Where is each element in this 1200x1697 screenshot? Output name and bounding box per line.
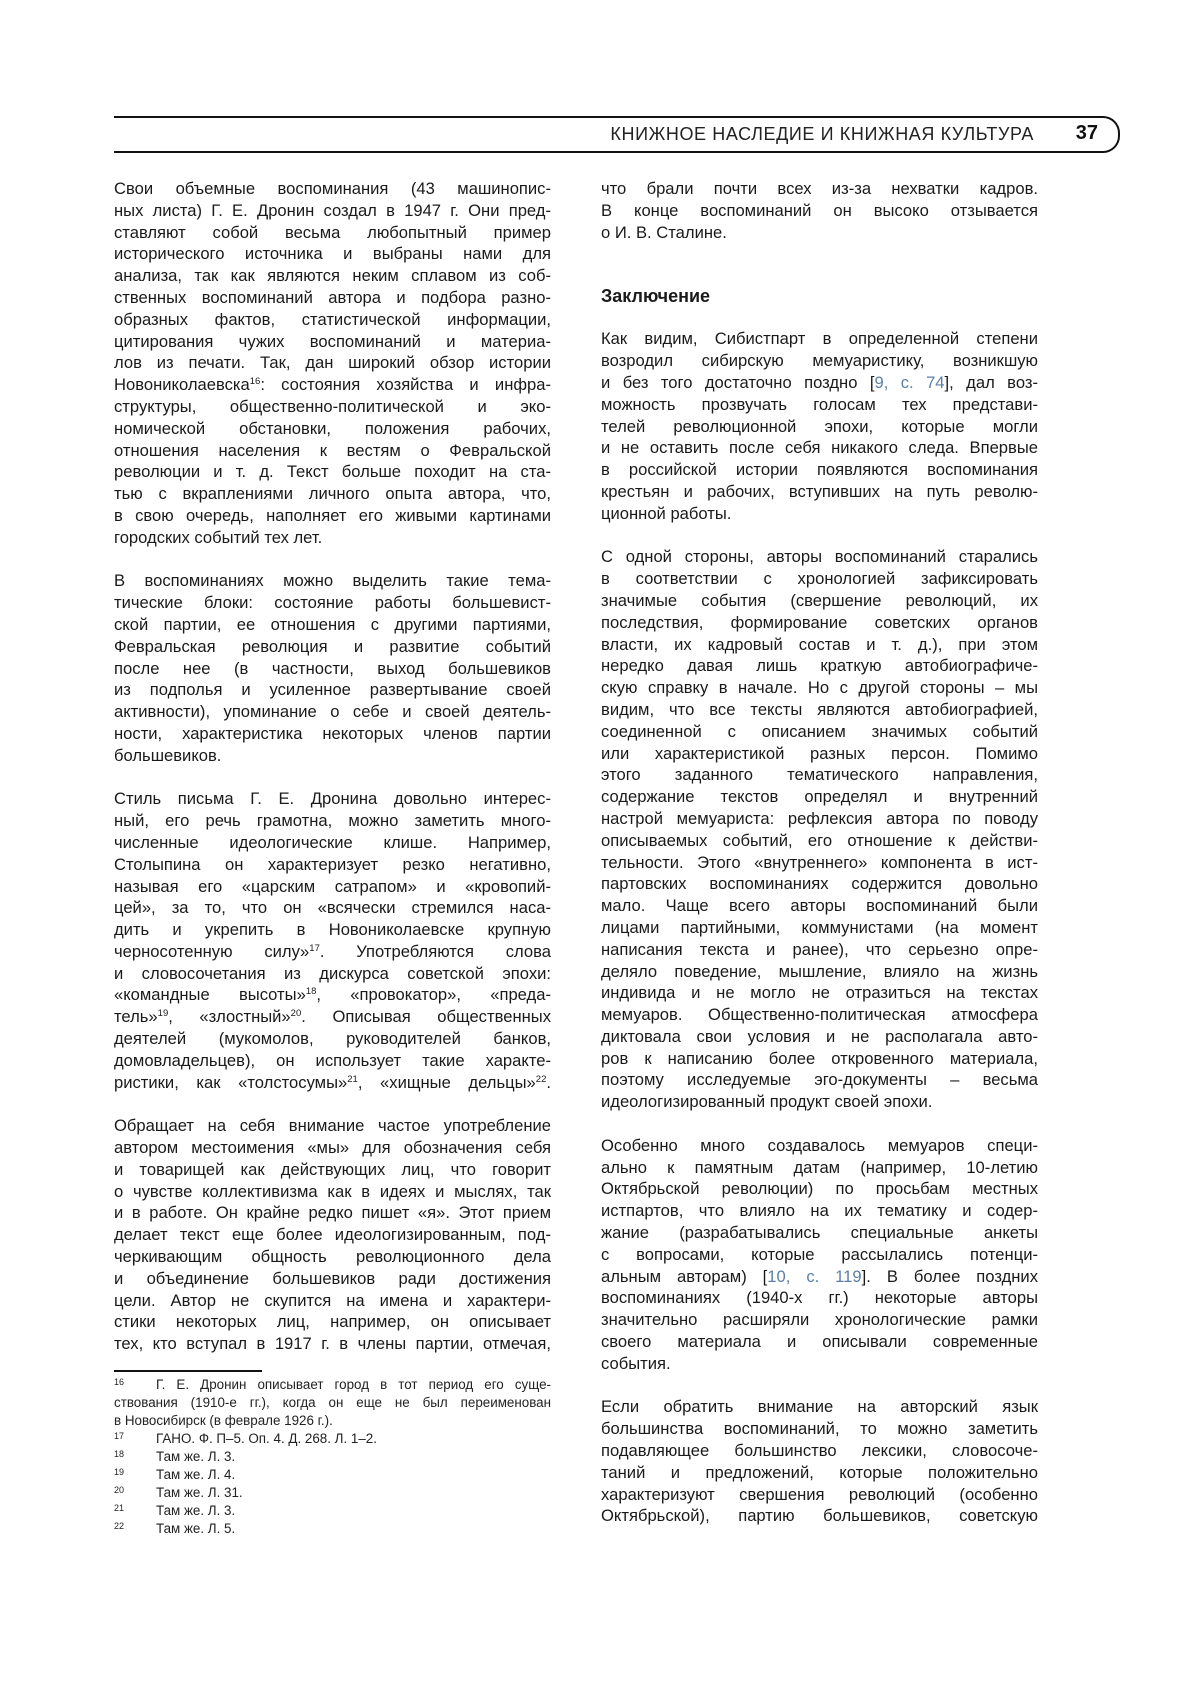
paragraph (601, 328, 1038, 524)
text-segment: делает текст еще более идеологизированным, под- (114, 1225, 551, 1244)
text-line (114, 374, 551, 396)
text-segment: лицами партийными, коммунистами (на момент (601, 918, 1038, 937)
text-line (601, 1462, 1038, 1484)
text-segment: В конце воспоминаний он высоко отзывается (601, 201, 1038, 220)
footnote-marker[interactable]: 21 (347, 1074, 358, 1085)
text-segment: Особенно много создавалось мемуаров специ- (601, 1136, 1038, 1155)
text-segment: скую справку в начале. Но с другой стороны – мы (601, 678, 1038, 697)
text-segment: отношения населения к вестям о Февральской (114, 441, 551, 460)
text-segment: Обращает на себя внимание частое употребление (114, 1116, 551, 1135)
text-segment: этого заданного тематического направления, (601, 765, 1038, 784)
left-column (114, 178, 551, 1377)
text-line (114, 1246, 551, 1268)
text-line (114, 1072, 551, 1094)
text-line (114, 243, 551, 265)
text-segment: Октябрьской революции) по просьбам местных (601, 1179, 1038, 1198)
text-segment: большинства воспоминаний, то можно заметить (601, 1419, 1038, 1438)
text-segment: после нее (в частности, выход большевиков (114, 659, 551, 678)
text-line (601, 481, 1038, 503)
text-line (114, 222, 551, 244)
text-line (114, 570, 551, 592)
text-line (114, 483, 551, 505)
text-segment: активности), упоминание о себе и своей деятель- (114, 702, 551, 721)
text-segment: деятелей (мукомолов, руководителей банков, (114, 1029, 551, 1048)
text-segment: лов из печати. Так, дан широкий обзор истории (114, 353, 551, 372)
text-segment: содержание текстов определял и внутренний (601, 787, 1038, 806)
text-segment: В воспоминаниях можно выделить такие тема- (114, 571, 551, 590)
text-line (601, 1069, 1038, 1091)
text-line (114, 941, 551, 963)
text-line (601, 1048, 1038, 1070)
text-line (601, 1091, 1038, 1113)
text-line (601, 1200, 1038, 1222)
text-line (114, 745, 551, 767)
text-line (601, 1396, 1038, 1418)
text-line (601, 808, 1038, 830)
paragraph (114, 1115, 551, 1355)
text-segment: тические блоки: состояние работы большевист- (114, 593, 551, 612)
text-line (114, 309, 551, 331)
text-segment: тью с вкраплениями личного опыта автора, что, (114, 484, 551, 503)
paragraph (114, 788, 551, 1093)
text-line (601, 394, 1038, 416)
footnote-line: 22 Там же. Л. 5. (114, 1520, 551, 1538)
text-line (114, 832, 551, 854)
footnote-line: 16 Г. Е. Дронин описывает город в тот период его суще- (114, 1376, 551, 1394)
text-segment: о И. В. Сталине. (601, 223, 727, 242)
text-line (601, 1418, 1038, 1440)
text-segment: можность прозвучать голосам тех представи- (601, 395, 1038, 414)
text-line (114, 1050, 551, 1072)
text-segment: в свою очередь, наполняет его живыми картинами (114, 506, 551, 525)
text-line (601, 1026, 1038, 1048)
text-segment: «командные высоты» (114, 985, 306, 1004)
text-segment: домовладельцев), он использует такие характе- (114, 1051, 551, 1070)
text-line (601, 786, 1038, 808)
text-segment: , «злостный» (168, 1007, 290, 1026)
text-segment: диктовала свои условия и не располагала авто- (601, 1027, 1038, 1046)
text-line (601, 721, 1038, 743)
text-line (114, 527, 551, 549)
text-line (601, 372, 1038, 394)
text-segment: телей революционной эпохи, которые могли (601, 417, 1038, 436)
text-segment: ], дал воз- (945, 373, 1038, 392)
text-segment: большевиков. (114, 746, 221, 765)
text-line (114, 810, 551, 832)
paragraph (601, 1135, 1038, 1375)
text-segment: тель» (114, 1007, 158, 1026)
text-line (601, 1266, 1038, 1288)
text-segment: и словосочетания из дискурса советской эпохи: (114, 964, 551, 983)
text-line (114, 352, 551, 374)
text-segment: о чувстве коллективизма как в идеях и мыслях, так (114, 1182, 551, 1201)
text-segment: . (546, 1073, 551, 1092)
text-line (601, 982, 1038, 1004)
text-segment: тельности. Этого «внутреннего» компонента в ист- (601, 853, 1038, 872)
right-column (601, 178, 1038, 1549)
text-segment: образных фактов, статистической информации, (114, 310, 551, 329)
journal-section-title: КНИЖНОЕ НАСЛЕДИЕ И КНИЖНАЯ КУЛЬТУРА (610, 124, 1034, 145)
text-line (601, 743, 1038, 765)
footnote-line: 21 Там же. Л. 3. (114, 1502, 551, 1520)
text-line (114, 854, 551, 876)
text-line (601, 350, 1038, 372)
text-line (601, 503, 1038, 525)
text-segment: Столыпина он характеризует резко негативно, (114, 855, 551, 874)
footnote-marker[interactable]: 16 (250, 376, 261, 387)
text-segment: черносотенную силу» (114, 942, 309, 961)
footnote-line: 18 Там же. Л. 3. (114, 1448, 551, 1466)
footnote-marker[interactable]: 19 (158, 1008, 169, 1019)
text-line (601, 222, 1038, 244)
text-line (601, 830, 1038, 852)
text-segment: ный, его речь грамотна, можно заметить много- (114, 811, 551, 830)
text-segment: воспоминаниях (1940-х гг.) некоторые авторы (601, 1288, 1038, 1307)
text-segment: цей», за то, что он «всячески стремился наса- (114, 898, 551, 917)
text-line (601, 1505, 1038, 1527)
text-line (601, 852, 1038, 874)
text-segment: идеологизированный продукт своей эпохи. (601, 1092, 932, 1111)
text-segment: описываемых событий, его отношение к действи- (601, 831, 1038, 850)
text-segment: . Описывая общественных (301, 1007, 551, 1026)
text-segment: соединенной с описанием значимых событий (601, 722, 1038, 741)
text-line (114, 396, 551, 418)
text-line (114, 984, 551, 1006)
citation-link[interactable]: 10, с. 119 (767, 1267, 861, 1286)
footnote-marker[interactable]: 18 (306, 986, 317, 997)
text-segment: и не оставить после себя никакого следа. Впервые (601, 438, 1038, 457)
text-segment: черкивающим общность революционного дела (114, 1247, 551, 1266)
text-segment: из подполья и усиленное развертывание своей (114, 680, 551, 699)
text-line (601, 612, 1038, 634)
text-segment: и без того достаточно поздно [ (601, 373, 874, 392)
text-line (601, 546, 1038, 568)
footnote-line (114, 1412, 551, 1430)
text-line (114, 636, 551, 658)
text-segment: стики некоторых лиц, например, он описывает (114, 1312, 551, 1331)
text-segment: истпартов, что влияло на их тематику и содер- (601, 1201, 1038, 1220)
paragraph (601, 1396, 1038, 1527)
text-line (114, 440, 551, 462)
page-number: 37 (1076, 122, 1098, 145)
text-line (114, 1181, 551, 1203)
text-line (601, 895, 1038, 917)
text-segment: автором местоимения «мы» для обозначения себя (114, 1138, 551, 1157)
text-segment: таний и предложений, которые положительно (601, 1463, 1038, 1482)
text-line (114, 963, 551, 985)
text-segment: называя его «царским сатрапом» и «кровопий- (114, 877, 551, 896)
paragraph (601, 546, 1038, 1113)
text-line (114, 178, 551, 200)
text-line (601, 699, 1038, 721)
text-segment: городских событий тех лет. (114, 528, 322, 547)
text-segment: , «провокатор», «преда- (316, 985, 551, 1004)
text-segment: что брали почти всех из-за нехватки кадров. (601, 179, 1038, 198)
text-line (114, 1159, 551, 1181)
text-segment: ционной работы. (601, 504, 731, 523)
text-line (601, 677, 1038, 699)
footnote-divider (114, 1370, 262, 1372)
paragraph (114, 570, 551, 766)
footnote-text: ствования (1910-е гг.), когда он еще не был переименован (114, 1395, 551, 1410)
text-line (114, 418, 551, 440)
text-segment: номической обстановки, положения рабочих, (114, 419, 551, 438)
text-segment: крестьян и рабочих, вступивших на путь револю- (601, 482, 1038, 501)
text-segment: исторического источника и выбраны нами для (114, 244, 551, 263)
text-line (601, 1331, 1038, 1353)
text-line (114, 788, 551, 810)
footnote-line: 20 Там же. Л. 31. (114, 1484, 551, 1502)
text-line (114, 1311, 551, 1333)
text-line (601, 1178, 1038, 1200)
text-line (114, 505, 551, 527)
footnote-text: Там же. Л. 3. (156, 1503, 235, 1518)
text-line (601, 1244, 1038, 1266)
text-line (601, 1353, 1038, 1375)
text-segment: цитирования чужих воспоминаний и материа- (114, 332, 551, 351)
text-line (601, 328, 1038, 350)
text-line (601, 1309, 1038, 1331)
text-segment: видим, что все тексты являются автобиографией, (601, 700, 1038, 719)
section-heading: Заключение (601, 285, 1038, 307)
text-segment: . Употребляются слова (320, 942, 551, 961)
footnote-line: 17 ГАНО. Ф. П–5. Оп. 4. Д. 268. Л. 1–2. (114, 1430, 551, 1448)
text-line (601, 655, 1038, 677)
text-line (114, 1333, 551, 1355)
text-line (114, 331, 551, 353)
text-segment: в соответствии с хронологией зафиксировать (601, 569, 1038, 588)
text-segment: Как видим, Сибистпарт в определенной степени (601, 329, 1038, 348)
text-segment: мемуаров. Общественно-политическая атмосфера (601, 1005, 1038, 1024)
text-segment: Свои объемные воспоминания (43 машинопис- (114, 179, 551, 198)
footnote-marker[interactable]: 17 (309, 943, 320, 954)
text-segment: Февральская революция и развитие событий (114, 637, 551, 656)
text-segment: ]. В более поздних (862, 1267, 1038, 1286)
text-line (601, 1484, 1038, 1506)
text-line (601, 939, 1038, 961)
text-segment: Новониколаевска (114, 375, 250, 394)
text-segment: настрой мемуариста: рефлексия автора по поводу (601, 809, 1038, 828)
text-line (114, 287, 551, 309)
text-segment: ально к памятным датам (например, 10-летию (601, 1158, 1038, 1177)
text-segment: последствия, формирование советских органов (601, 613, 1038, 632)
text-segment: численные идеологические клише. Например, (114, 833, 551, 852)
text-segment: : состояния хозяйства и инфра- (260, 375, 551, 394)
text-segment: ристики, как «толстосумы» (114, 1073, 347, 1092)
footnote-marker[interactable]: 22 (536, 1074, 547, 1085)
text-line (114, 614, 551, 636)
text-line (601, 1157, 1038, 1179)
text-segment: подавляющее большинство лексики, словосоче- (601, 1441, 1038, 1460)
text-line (601, 459, 1038, 481)
text-segment: ных листа) Г. Е. Дронин создал в 1947 г. Они пред- (114, 201, 551, 220)
text-segment: партовских воспоминаниях содержится довольно (601, 874, 1038, 893)
text-segment: или характеристикой разных персон. Помимо (601, 744, 1038, 763)
text-line (114, 701, 551, 723)
footnote-text: Г. Е. Дронин описывает город в тот период его суще- (156, 1377, 551, 1392)
text-line (114, 200, 551, 222)
text-line (601, 764, 1038, 786)
text-line (601, 1440, 1038, 1462)
text-line (114, 1224, 551, 1246)
text-segment: деляло поведение, мышление, влияло на жизнь (601, 962, 1038, 981)
text-line (114, 1006, 551, 1028)
text-segment: нередко давая лишь краткую автобиографиче- (601, 656, 1038, 675)
footnote-line (114, 1394, 551, 1412)
text-segment: Октябрьской), партию большевиков, советскую (601, 1506, 1038, 1525)
text-line (601, 917, 1038, 939)
footnotes (114, 1376, 551, 1538)
text-line (601, 1222, 1038, 1244)
text-line (114, 1290, 551, 1312)
text-segment: события. (601, 1354, 671, 1373)
text-segment: жание (разрабатывались специальные анкеты (601, 1223, 1038, 1242)
text-segment: С одной стороны, авторы воспоминаний старались (601, 547, 1038, 566)
footnote-text: Там же. Л. 4. (156, 1467, 235, 1482)
text-line (114, 265, 551, 287)
text-line (601, 634, 1038, 656)
text-line (114, 1028, 551, 1050)
text-line (114, 1202, 551, 1224)
text-segment: ставляют собой весьма любопытный пример (114, 223, 551, 242)
footnote-line: 19 Там же. Л. 4. (114, 1466, 551, 1484)
text-line (601, 568, 1038, 590)
text-segment: возродил сибирскую мемуаристику, возникшую (601, 351, 1038, 370)
text-segment: цели. Автор не скупится на имена и характери- (114, 1291, 551, 1310)
text-segment: и в работе. Он крайне редко пишет «я». Этот прием (114, 1203, 551, 1222)
paragraph (114, 178, 551, 549)
text-segment: власти, их кадровый состав и т. д.), при этом (601, 635, 1038, 654)
text-segment: структуры, общественно-политической и эко- (114, 397, 551, 416)
footnote-text: Там же. Л. 3. (156, 1449, 235, 1464)
text-line (601, 200, 1038, 222)
text-segment: и товарищей как действующих лиц, что говорит (114, 1160, 551, 1179)
text-line (114, 461, 551, 483)
footnote-text: Там же. Л. 31. (156, 1485, 243, 1500)
text-line (601, 178, 1038, 200)
text-segment: тех, кто вступал в 1917 г. в члены партии, отмечая, (114, 1334, 551, 1353)
text-line (114, 897, 551, 919)
text-segment: в российской истории появляются воспоминания (601, 460, 1038, 479)
text-segment: значимые события (свершение революций, их (601, 591, 1038, 610)
text-line (601, 1004, 1038, 1026)
footnote-marker[interactable]: 20 (291, 1008, 302, 1019)
text-segment: написания текста и ранее), что серьезно опре- (601, 940, 1038, 959)
text-line (114, 658, 551, 680)
text-segment: революции и т. д. Текст больше походит на ста- (114, 462, 551, 481)
text-segment: с вопросами, которые рассылались потенци- (601, 1245, 1038, 1264)
text-line (114, 679, 551, 701)
text-segment: дить и укрепить в Новониколаевске крупную (114, 920, 551, 939)
text-line (114, 876, 551, 898)
text-line (114, 592, 551, 614)
text-segment: ской партии, ее отношения с другими партиями, (114, 615, 551, 634)
footnote-text: ГАНО. Ф. П–5. Оп. 4. Д. 268. Л. 1–2. (156, 1431, 377, 1446)
text-segment: характеризуют свершения революций (особенно (601, 1485, 1038, 1504)
running-header (114, 116, 1120, 153)
text-segment: Если обратить внимание на авторский язык (601, 1397, 1038, 1416)
text-line (114, 919, 551, 941)
footnote-text: в Новосибирск (в феврале 1926 г.). (114, 1413, 333, 1428)
text-segment: своего материала и описывали современные (601, 1332, 1038, 1351)
text-line (601, 416, 1038, 438)
text-segment: ности, характеристика некоторых членов партии (114, 724, 551, 743)
text-segment: и объединение большевиков ради достижения (114, 1269, 551, 1288)
text-line (601, 1135, 1038, 1157)
text-line (114, 723, 551, 745)
text-segment: , «хищные дельцы» (358, 1073, 536, 1092)
text-line (114, 1115, 551, 1137)
text-segment: ственных воспоминаний автора и подбора разно- (114, 288, 551, 307)
text-line (601, 873, 1038, 895)
text-line (601, 590, 1038, 612)
footnote-text: Там же. Л. 5. (156, 1521, 235, 1536)
text-line (601, 1287, 1038, 1309)
text-segment: индивида и не могло не отразиться на текстах (601, 983, 1038, 1002)
text-line (114, 1268, 551, 1290)
text-segment: альным авторам) [ (601, 1267, 767, 1286)
text-segment: значительно расширяли хронологические рамки (601, 1310, 1038, 1329)
text-segment: мало. Чаще всего авторы воспоминаний были (601, 896, 1038, 915)
text-segment: анализа, так как являются неким сплавом из соб- (114, 266, 551, 285)
text-segment: поэтому исследуемые эго-документы – весьма (601, 1070, 1038, 1089)
text-segment: Стиль письма Г. Е. Дронина довольно интерес- (114, 789, 551, 808)
text-line (601, 961, 1038, 983)
text-line (114, 1137, 551, 1159)
text-line (601, 437, 1038, 459)
citation-link[interactable]: 9, с. 74 (874, 373, 944, 392)
text-segment: ров к написанию более откровенного материала, (601, 1049, 1038, 1068)
paragraph (601, 178, 1038, 243)
